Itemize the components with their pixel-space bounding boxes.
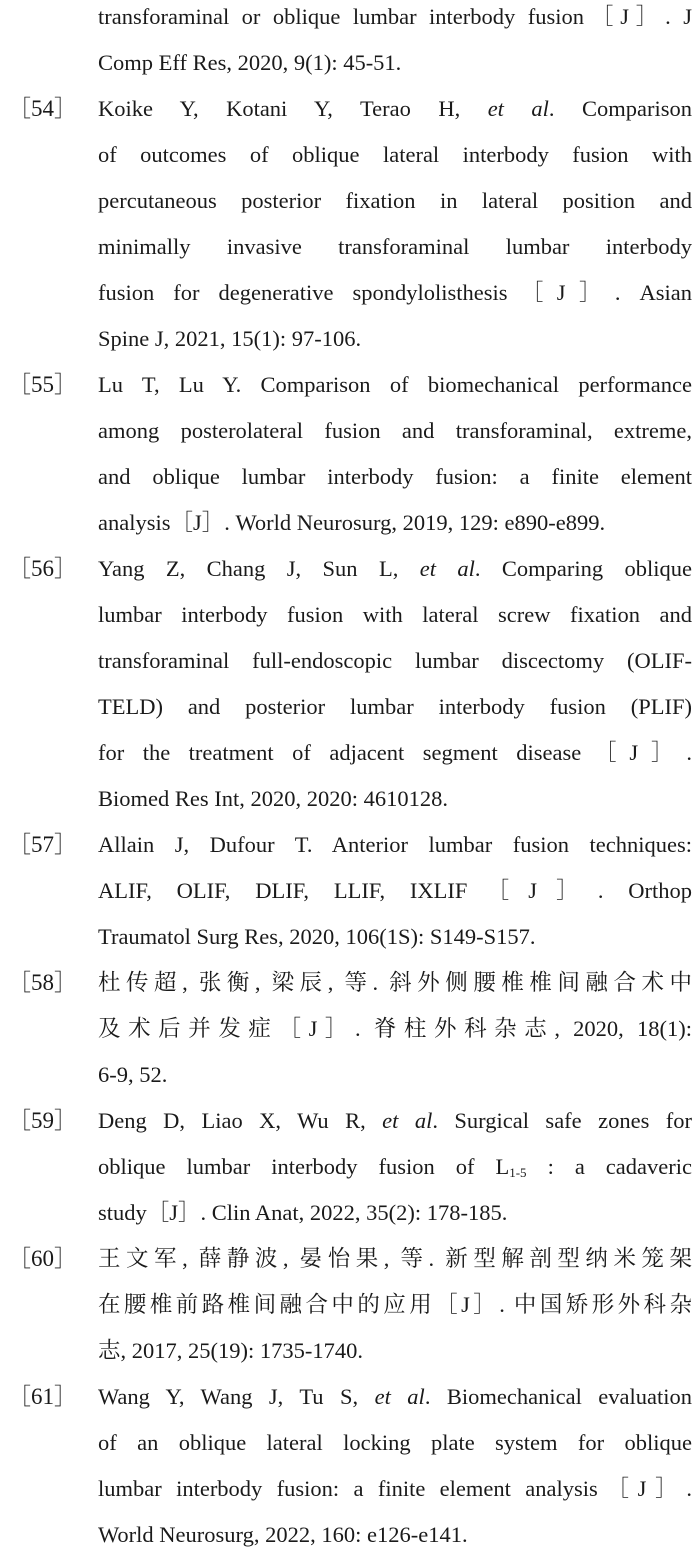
reference-line — [98, 40, 692, 86]
reference-number: ［57］ — [8, 832, 77, 857]
reference-line — [98, 592, 692, 638]
reference-line — [98, 316, 692, 362]
reference-line — [98, 684, 692, 730]
text-segment: oblique lumbar interbody fusion of L — [98, 1154, 510, 1179]
reference-line — [98, 224, 692, 270]
reference-entry — [0, 362, 699, 546]
reference-entry — [0, 1098, 699, 1236]
reference-entry — [0, 1236, 699, 1374]
text-segment: : a cadaveric — [526, 1154, 692, 1179]
reference-number: ［60］ — [8, 1246, 77, 1271]
reference-number: ［58］ — [8, 970, 77, 995]
reference-line — [98, 178, 692, 224]
text-segment: Allain J, Dufour T. Anterior lumbar fusion techniques: — [98, 832, 692, 857]
text-segment: 及术后并发症［J］. 脊柱外科杂志, 2020, 18(1): — [98, 1016, 692, 1041]
text-segment: among posterolateral fusion and transforaminal, extreme, — [98, 418, 692, 443]
text-segment: Traumatol Surg Res, 2020, 106(1S): S149-S157. — [98, 924, 536, 949]
reference-number: ［55］ — [8, 372, 77, 397]
reference-line — [98, 454, 692, 500]
text-segment: percutaneous posterior fixation in lateral position and — [98, 188, 692, 213]
text-segment: . Biomechanical evaluation — [424, 1384, 692, 1409]
text-segment: for the treatment of adjacent segment disease［J］. — [98, 740, 692, 765]
reference-line — [98, 86, 692, 132]
reference-line — [98, 408, 692, 454]
reference-line — [98, 500, 692, 546]
text-segment: transforaminal or oblique lumbar interbody fusion［J］. J — [98, 4, 692, 29]
text-segment: fusion for degenerative spondylolisthesis［J］. Asian — [98, 280, 692, 305]
text-segment: Koike Y, Kotani Y, Terao H, — [98, 96, 488, 121]
reference-line — [98, 362, 692, 408]
text-segment: of outcomes of oblique lateral interbody fusion with — [98, 142, 692, 167]
text-segment: 在腰椎前路椎间融合中的应用［J］. 中国矫形外科杂 — [98, 1292, 692, 1317]
reference-entry — [0, 822, 699, 960]
reference-line — [98, 1190, 692, 1236]
text-segment: Lu T, Lu Y. Comparison of biomechanical performance — [98, 372, 692, 397]
reference-line — [98, 1512, 692, 1558]
text-segment: Spine J, 2021, 15(1): 97-106. — [98, 326, 362, 351]
reference-line — [98, 1466, 692, 1512]
reference-line — [98, 776, 692, 822]
text-segment: Wang Y, Wang J, Tu S, — [98, 1384, 375, 1409]
reference-line — [98, 132, 692, 178]
reference-number: ［59］ — [8, 1108, 77, 1133]
text-segment: 6-9, 52. — [98, 1062, 168, 1087]
text-segment: TELD) and posterior lumbar interbody fusion (PLIF) — [98, 694, 692, 719]
reference-line — [98, 822, 692, 868]
reference-line — [98, 1144, 692, 1190]
italic-text: et al — [382, 1108, 433, 1133]
reference-entry — [0, 0, 699, 86]
text-segment: Yang Z, Chang J, Sun L, — [98, 556, 420, 581]
italic-text: et al — [419, 556, 475, 581]
reference-line — [98, 1374, 692, 1420]
text-segment: of an oblique lateral locking plate system for oblique — [98, 1430, 692, 1455]
reference-line — [98, 270, 692, 316]
italic-text: et al — [374, 1384, 425, 1409]
reference-number: ［56］ — [8, 556, 77, 581]
reference-entry — [0, 86, 699, 362]
text-segment: analysis［J］. World Neurosurg, 2019, 129: e890-e899. — [98, 510, 606, 535]
reference-line — [98, 868, 692, 914]
text-segment: lumbar interbody fusion: a finite element analysis［J］. — [98, 1476, 692, 1501]
text-segment: Deng D, Liao X, Wu R, — [98, 1108, 383, 1133]
text-segment: Biomed Res Int, 2020, 2020: 4610128. — [98, 786, 448, 811]
text-segment: World Neurosurg, 2022, 160: e126-e141. — [98, 1522, 468, 1547]
italic-text: et al — [487, 96, 549, 121]
text-segment: lumbar interbody fusion with lateral screw fixation and — [98, 602, 692, 627]
reference-line — [98, 1236, 692, 1282]
reference-line — [98, 730, 692, 776]
reference-line — [98, 1052, 692, 1098]
text-segment: Comp Eff Res, 2020, 9(1): 45-51. — [98, 50, 402, 75]
text-segment: ALIF, OLIF, DLIF, LLIF, IXLIF［J］. Orthop — [98, 878, 692, 903]
subscript-text: 1-5 — [509, 1165, 527, 1180]
reference-line — [98, 1006, 692, 1052]
text-segment: and oblique lumbar interbody fusion: a finite element — [98, 464, 692, 489]
text-segment: minimally invasive transforaminal lumbar interbody — [98, 234, 692, 259]
reference-line — [98, 914, 692, 960]
reference-entry — [0, 960, 699, 1098]
text-segment: . Comparison — [548, 96, 692, 121]
reference-line — [98, 960, 692, 1006]
text-segment: 杜传超, 张衡, 梁辰, 等. 斜外侧腰椎椎间融合术中 — [98, 970, 692, 995]
text-segment: transforaminal full-endoscopic lumbar discectomy (OLIF- — [98, 648, 692, 673]
reference-line — [98, 1098, 692, 1144]
reference-line — [98, 546, 692, 592]
reference-line — [98, 0, 692, 40]
reference-line — [98, 1282, 692, 1328]
text-segment: . Comparing oblique — [474, 556, 692, 581]
text-segment: 王文军, 薛静波, 晏怡果, 等. 新型解剖型纳米笼架 — [98, 1246, 692, 1271]
text-segment: study［J］. Clin Anat, 2022, 35(2): 178-185. — [98, 1200, 508, 1225]
text-segment: 志, 2017, 25(19): 1735-1740. — [98, 1338, 363, 1363]
text-segment: . Surgical safe zones for — [432, 1108, 692, 1133]
reference-line — [98, 638, 692, 684]
reference-line — [98, 1328, 692, 1374]
reference-number: ［61］ — [8, 1384, 77, 1409]
reference-line — [98, 1420, 692, 1466]
reference-entry — [0, 1374, 699, 1558]
reference-entry — [0, 546, 699, 822]
reference-number: ［54］ — [8, 96, 77, 121]
